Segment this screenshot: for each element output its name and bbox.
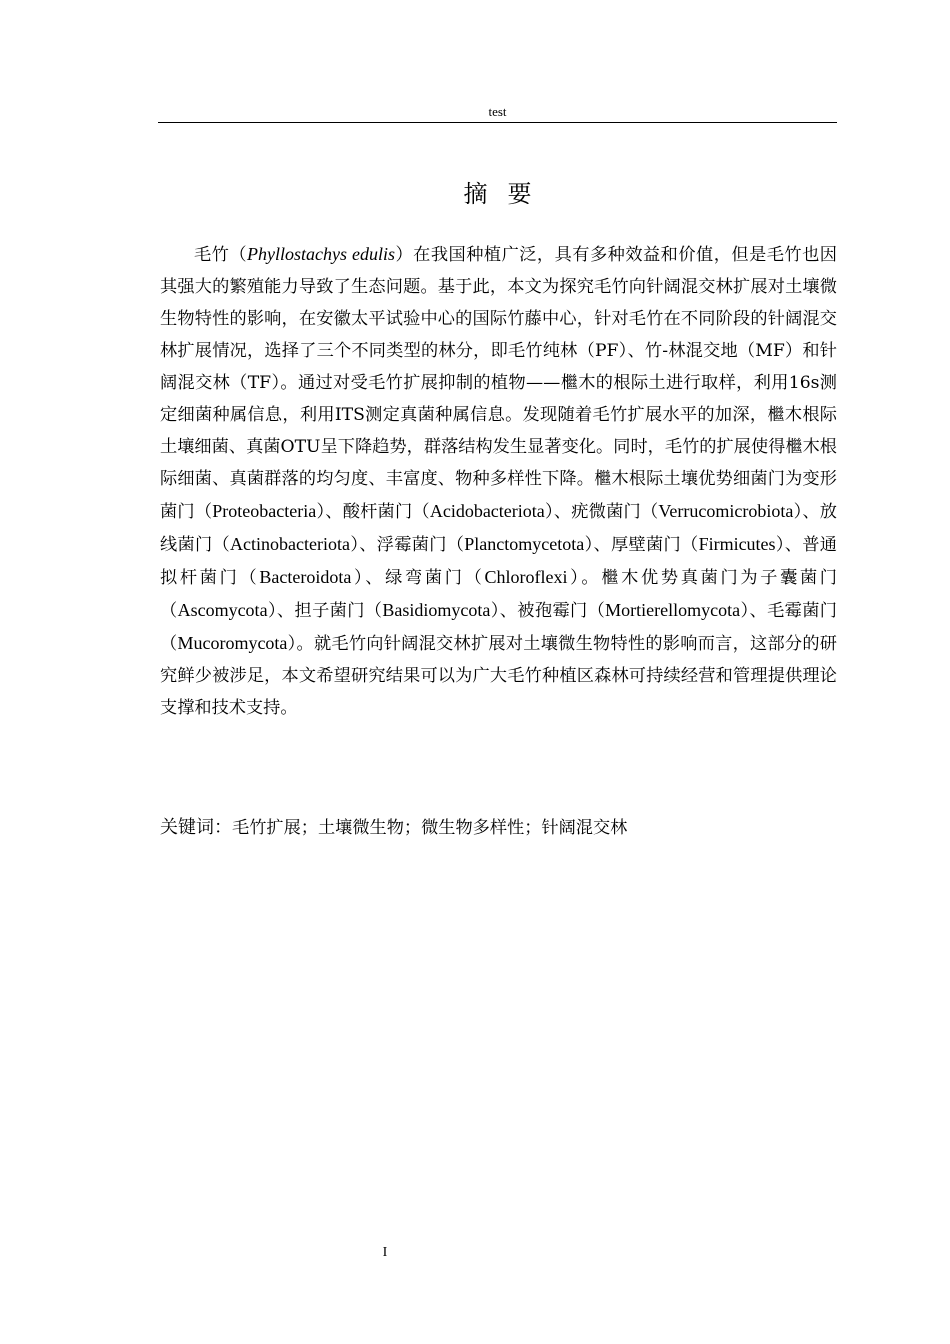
abstract-text-14: ）。就毛竹向针阔混交林扩展对土壤微生物特性的影响而言，这部分的研究鲜少被涉足，本文希望研究结果可以为广大毛竹种植区森林可持续经营和管理提供理论支撑和技术支持。 (160, 634, 837, 718)
abstract-text-3: ）、酸杆菌门（ (316, 502, 430, 522)
abstract-text-1: 毛竹（ (194, 245, 248, 265)
abstract-text-9: ）、绿弯菌门（ (351, 568, 485, 588)
keywords-line (160, 814, 837, 842)
page-number: I (382, 1245, 388, 1260)
running-header: test (488, 104, 507, 119)
taxon-mortierellomycota: Mortierellomycota (605, 600, 741, 620)
abstract-text-12: ）、被孢霉门（ (490, 601, 606, 621)
taxon-chloroflexi: Chloroflexi (484, 567, 568, 587)
taxon-actinobacteriota: Actinobacteriota (230, 534, 350, 554)
abstract-text-6: ）、浮霉菌门（ (350, 535, 465, 555)
taxon-firmicutes: Firmicutes (698, 534, 776, 554)
taxon-verrucomicrobiota: Verrucomicrobiota (658, 501, 794, 521)
abstract-text-4: ）、疣微菌门（ (544, 502, 659, 522)
species-latin-name: Phyllostachys edulis (247, 244, 396, 264)
page-title: 摘要 (463, 180, 552, 208)
keywords-text: 毛竹扩展；土壤微生物；微生物多样性；针阔混交林 (232, 818, 628, 838)
abstract-text-10: ）。檵木优势真菌门为子囊菌门（ (160, 568, 837, 621)
abstract-text-7: ）、厚壁菌门（ (584, 535, 699, 555)
taxon-mucoromycota: Mucoromycota (177, 633, 288, 653)
header-divider (158, 122, 837, 123)
taxon-acidobacteriota: Acidobacteriota (429, 501, 545, 521)
taxon-ascomycota: Ascomycota (177, 600, 268, 620)
taxon-proteobacteria: Proteobacteria (212, 501, 317, 521)
abstract-text-8: ）、普通拟杆菌门（ (160, 535, 837, 588)
taxon-bacteroidota: Bacteroidota (259, 567, 352, 587)
taxon-planctomycetota: Planctomycetota (464, 534, 585, 554)
abstract-text-11: ）、担子菌门（ (267, 601, 383, 621)
abstract-paragraph (160, 238, 837, 724)
keywords-label: 关键词： (160, 817, 232, 838)
abstract-text-5: ）、放线菌门（ (160, 502, 837, 555)
abstract-text-13: ）、毛霉菌门（ (160, 601, 837, 654)
taxon-basidiomycota: Basidiomycota (382, 600, 491, 620)
abstract-text-2: ）在我国种植广泛，具有多种效益和价值，但是毛竹也因其强大的繁殖能力导致了生态问题。基于此，本文为探究毛竹向针阔混交林扩展对土壤微生物特性的影响，在安徽太平试验中心的国际竹藤中心，针对毛竹在不同阶段的针阔混交林扩展情况，选择了三个不同类型的林分，即毛竹纯林（PF）、竹-林混交地（MF）和针阔混交林（TF）。通过对受毛竹扩展抑制的植物——檵木的根际土进行取样，利用16s测定细菌种属信息，利用ITS测定真菌种属信息。发现随着毛竹扩展水平的加深，檵木根际土壤细菌、真菌OTU呈下降趋势，群落结构发生显著变化。同时，毛竹的扩展使得檵木根际细菌、真菌群落的均匀度、丰富度、物种多样性下降。檵木根际土壤优势细菌门为变形菌门（ (160, 245, 837, 522)
